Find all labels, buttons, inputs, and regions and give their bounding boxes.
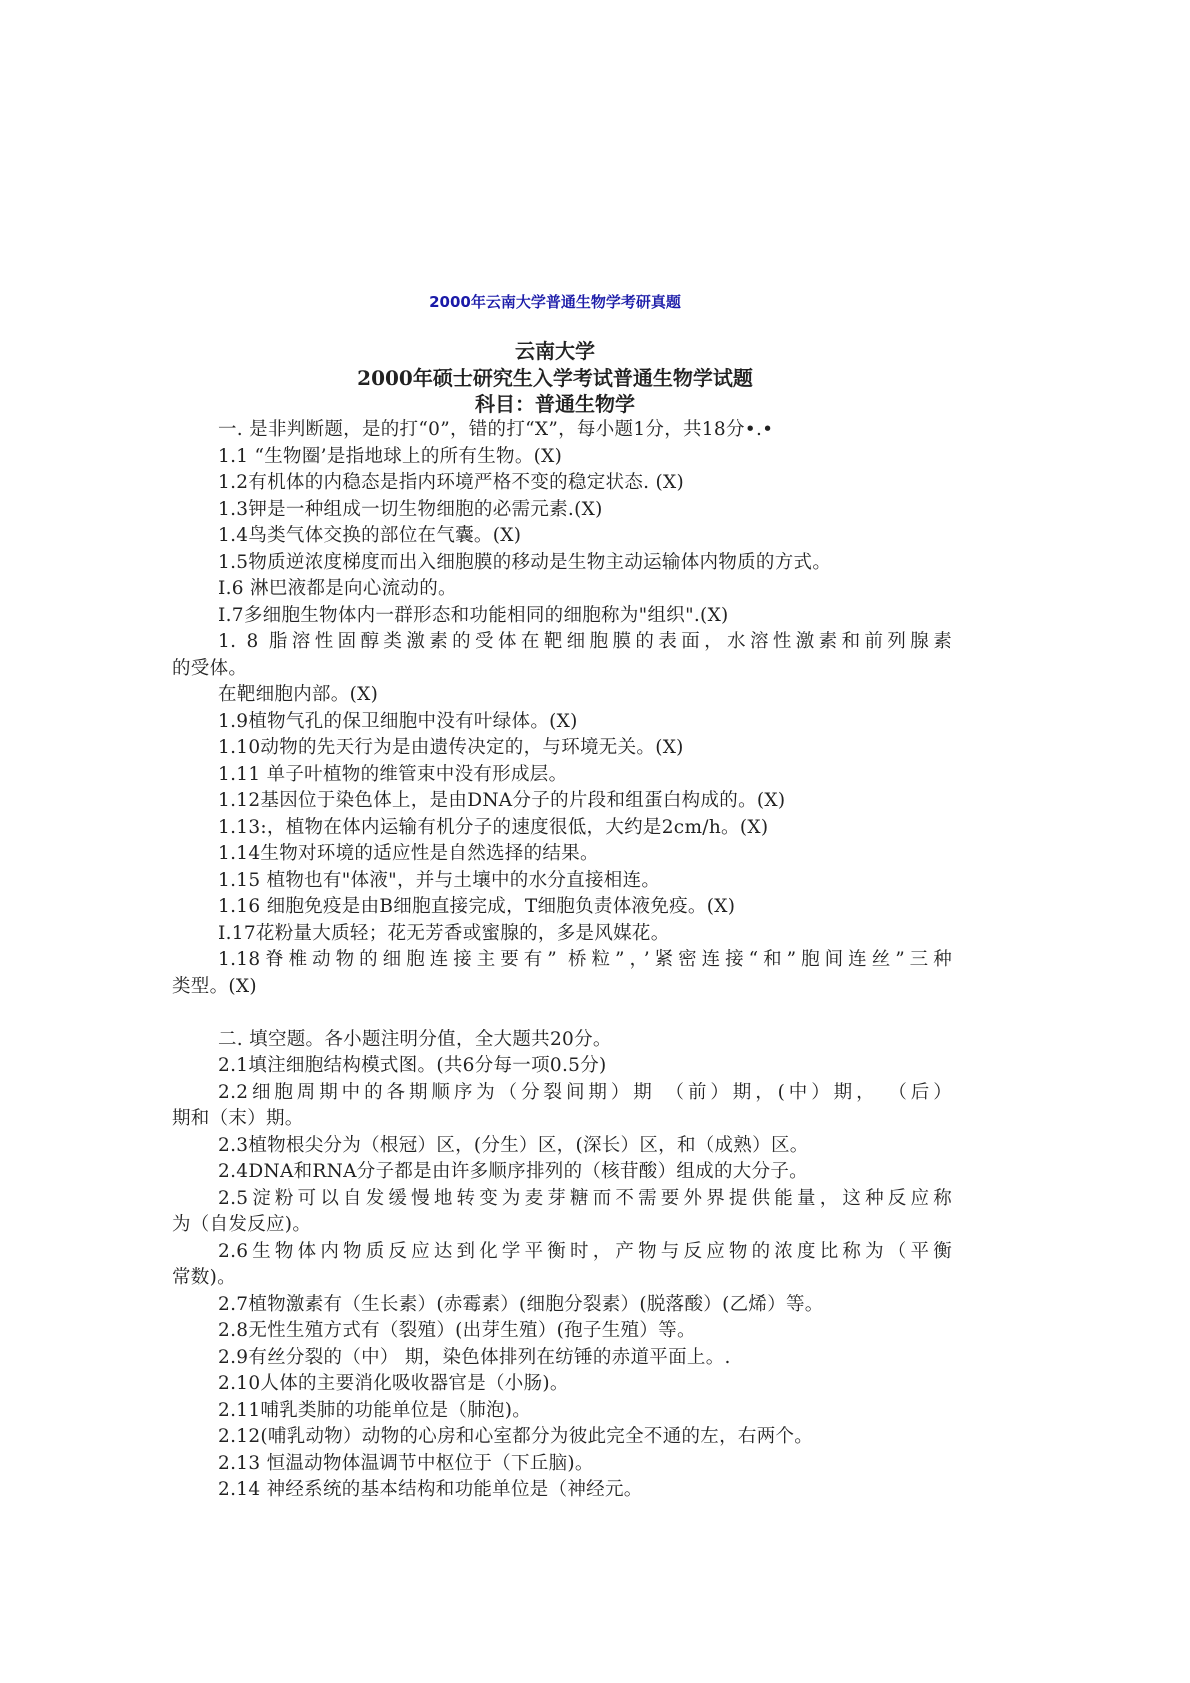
- text-line: 常数)。: [172, 1267, 236, 1288]
- text-line: 1.10动物的先天行为是由遗传决定的，与环境无关。(X): [218, 737, 684, 758]
- text-line: 2.7植物激素有（生长素）(赤霉素）(细胞分裂素）(脱落酸）(乙烯）等。: [218, 1293, 824, 1315]
- text-line: I.7多细胞生物体内一群形态和功能相同的细胞称为"组织".(X): [218, 604, 729, 626]
- text-line: 2.13 恒温动物体温调节中枢位于（下丘脑)。: [218, 1452, 594, 1474]
- text-line: 2.2细胞周期中的各期顺序为（分裂间期）期 （前）期，(中）期， （后）: [218, 1081, 952, 1103]
- text-line: 类型。(X): [172, 975, 257, 997]
- text-line: 二. 填空题。各小题注明分值，全大题共20分。: [218, 1028, 612, 1050]
- text-line: 2.4DNA和RNA分子都是由许多顺序排列的（核苷酸）组成的大分子。: [218, 1161, 808, 1182]
- text-line: 1.3钾是一种组成一切生物细胞的必需元素.(X): [218, 498, 603, 520]
- text-line: 2.14 神经系统的基本结构和功能单位是（神经元。: [218, 1479, 643, 1500]
- text-line: 1.5物质逆浓度梯度而出入细胞膜的移动是生物主动运输体内物质的方式。: [218, 551, 832, 573]
- text-line: 2.11哺乳类肺的功能单位是（肺泡)。: [218, 1399, 532, 1421]
- text-line: 2.8无性生殖方式有（裂殖）(出芽生殖）(孢子生殖）等。: [218, 1320, 696, 1341]
- text-line: 1.4鸟类气体交换的部位在气囊。(X): [218, 525, 522, 546]
- subject-line: 科目：普通生物学: [475, 392, 635, 416]
- text-line: 1. 8 脂溶性固醇类激素的受体在靶细胞膜的表面，水溶性激素和前列腺素: [218, 631, 952, 652]
- text-line: 2.12(哺乳动物）动物的心房和心室都分为彼此完全不通的左，右两个。: [218, 1426, 814, 1447]
- text-line: 为（自发反应)。: [172, 1214, 312, 1235]
- text-line: 2.9有丝分裂的（中） 期，染色体排列在纺锤的赤道平面上。.: [218, 1346, 731, 1368]
- text-line: 1.16 细胞免疫是由B细胞直接完成，T细胞负责体液免疫。(X): [218, 896, 736, 917]
- text-line: 2.3植物根尖分为（根冠）区，(分生）区，(深长）区，和（成熟）区。: [218, 1134, 809, 1156]
- text-line: 1.1 “生物圈’是指地球上的所有生物。(X): [218, 445, 563, 467]
- text-line: 1.2有机体的内稳态是指内环境严格不变的稳定状态. (X): [218, 472, 684, 493]
- text-line: 期和（末）期。: [172, 1108, 304, 1129]
- text-line: I.6 淋巴液都是向心流动的。: [218, 578, 457, 599]
- text-line: 2.10人体的主要消化吸收器官是（小肠)。: [218, 1373, 569, 1394]
- text-line: [172, 1000, 952, 1027]
- text-line: 的受体。: [172, 657, 248, 679]
- text-line: 1.18脊椎动物的细胞连接主要有” 桥粒”，’紧密连接“和”胞间连丝”三种: [218, 949, 952, 970]
- text-line: 1.11 单子叶植物的维管束中没有形成层。: [218, 763, 568, 785]
- text-line: 2.1填注细胞结构模式图。(共6分每一项0.5分): [218, 1055, 607, 1076]
- exam-body: [172, 417, 952, 1504]
- text-line: 1.13:，植物在体内运输有机分子的速度很低，大约是2cm/h。(X): [218, 816, 769, 838]
- text-line: 1.9植物气孔的保卫细胞中没有叶绿体。(X): [218, 710, 578, 732]
- text-line: 2.5淀粉可以自发缓慢地转变为麦芽糖而不需要外界提供能量，这种反应称: [218, 1187, 952, 1209]
- text-line: 1.14生物对环境的适应性是自然选择的结果。: [218, 843, 599, 864]
- text-line: 1.12基因位于染色体上，是由DNA分子的片段和组蛋白构成的。(X): [218, 790, 786, 811]
- text-line: 2.6生物体内物质反应达到化学平衡时，产物与反应物的浓度比称为（平衡: [218, 1240, 952, 1262]
- text-line: 在靶细胞内部。(X): [218, 684, 379, 705]
- university-name: 云南大学: [515, 339, 595, 363]
- text-line: 一. 是非判断题，是的打“0”，错的打“X”，每小题1分，共18分•.•: [218, 419, 774, 440]
- text-line: 1.15 植物也有"体液"，并与土壤中的水分直接相连。: [218, 869, 661, 891]
- document-title: 2000年云南大学普通生物学考研真题: [429, 293, 681, 311]
- text-line: I.17花粉量大质轻；花无芳香或蜜腺的，多是风媒花。: [218, 922, 670, 944]
- exam-title: 2000年硕士研究生入学考试普通生物学试题: [357, 366, 753, 390]
